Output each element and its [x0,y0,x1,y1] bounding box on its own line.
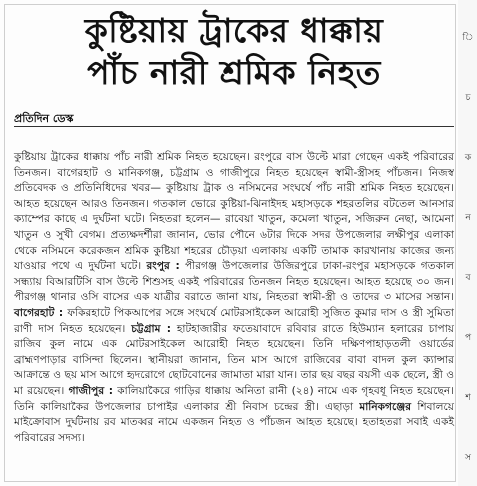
paragraph-gazipur: কালিয়াকৈরে গাড়ির ধাক্কায় অনিতা রানী (২৪) নামে এক গৃহবধূ নিহত হয়েছেন। তিনি কালিয়াকৈর উপজেলার চাপাইর এলাকার শ্রী নিবাস চন্দ্রের স্ত্রী। এছাড়া [14,384,455,413]
paragraph-rangpur: পীরগঞ্জ উপজেলার উজিরপুরে ঢাকা-রংপুর মহাসড়কে গতকাল সন্ধ্যায় বিআরটিসি বাস উল্টে শিশুসহ একই পরিবারের তিনজন নিহত হয়েছেন। আহত হয়েছে ৩০ জন। পীরগঞ্জ থানার ওসি বাসের এক যাত্রীর বরাতে জানা যায়, নিহতরা স্বামী-স্ত্রী ও তাদের ৩ মাসের সন্তান। [14,260,454,304]
paragraph-intro: কুষ্টিয়ায় ট্রাকের ধাক্কায় পাঁচ নারী শ্রমিক নিহত হয়েছেন। রংপুরে বাস উল্টে মারা গেছেন একই পরিবারের তিনজন। বাগেরহাট ও মানিকগঞ্জ, চট্টগ্রাম ও গাজীপুরে নিহত হয়েছেন স্বামী-স্ত্রীসহ পাঁচজন। নিজস্ব প্রতিবেদক ও প্রতিনিধিদের খবর— কুষ্টিয়ায় ট্রাক ও নসিমনের সংঘর্ষে পাঁচ নারী শ্রমিক নিহত হয়েছেন। আহত হয়েছেন আরও তিনজন। গতকাল ভোরে কুষ্টিয়া-ঝিনাইদহ মহাসড়কে শহরতলির বটতেল আনসার ক্যাম্পের কাছে এ দুর্ঘটনা ঘটে। নিহতরা হলেন— রাবেয়া খাতুন, কমেলা খাতুন, সজিরুন নেছা, আমেনা খাতুন ও সুখী বেগম। প্রত্যক্ষদর্শীরা জানান, ভোর পৌনে ৬টার দিকে সদর উপজেলার লক্ষীপুর এলাকা থেকে নসিমনে করেকজন শ্রমিক কুষ্টিয়া শহরের চৌড়য়া এলাকায় একটি তামাক কারখানায় কাজের জন্য যাওয়ার পথে এ দুর্ঘটনা ঘটে। [14,151,454,273]
margin-glyph: ি [462,33,474,43]
headline-line-2: পাঁচ নারী শ্রমিক নিহত [87,53,381,92]
margin-glyph: ক [464,153,472,163]
dateline-bagerhat: বাগেরহাট : [14,306,64,319]
dateline-manikganj: মানিকগঞ্জের [359,400,412,413]
margin-glyph: ন [465,213,471,223]
margin-glyph: চ [465,93,471,103]
dateline-rangpur: রংপুর : [146,260,180,273]
dateline-gazipur: গাজীপুর : [68,384,113,397]
paragraph-manikganj: শিবালয়ে মাইক্রোবাস দুর্ঘটনায় রব মাতব্বর নামে একজন নিহত ও পাঁচজন আহত হয়েছে। হতাহতরা সবাই একই পরিবারের সদস্য। [14,400,454,444]
paragraph-chattogram: হাটহাজারীর ফতেয়াবাদে রবিবার রাতে হিউম্যান হলারের চাপায় রাজিব কুল নামে এক মোটরসাইকেল আরোহী নিহত হয়েছেন। তিনি দক্ষিণপাহাড়তলী ওয়ার্ডের ব্রাহ্মণপাড়ার বাসিন্দা ছিলেন। স্থানীয়রা জানান, তিন মাস আগে রাজিবের বাবা বাদল কুল ক্যান্সার আক্রান্তে ও ছয় মাস আগে হৃদরোগে ছোটবোনের জামাতা মারা যান। তার ছয় বছর বয়সী এক ছেলে, স্ত্রী ও মা রয়েছেন। [14,322,455,397]
margin-glyph: ব [465,273,471,283]
margin-glyph: স [465,453,471,463]
margin-glyph: প [464,333,472,343]
adjacent-column-edge [458,0,477,486]
headline-line-1: কুষ্টিয়ায় ট্রাকের ধাক্কায় [84,11,384,50]
byline: প্রতিদিন ডেস্ক [14,112,74,125]
article-body [14,150,454,446]
margin-glyph: শ [465,393,471,403]
paragraph-bagerhat: ফকিরহাটে পিকআপের সঙ্গে সংঘর্ষে মোটরসাইকেল আরোহী সুজিত কুমার দাস ও স্ত্রী সুমিতা রাণী দাস নিহত হয়েছেন। [14,306,454,335]
headline [12,10,456,94]
dateline-chattogram: চট্টগ্রাম : [131,322,171,335]
byline-rule [14,126,454,127]
